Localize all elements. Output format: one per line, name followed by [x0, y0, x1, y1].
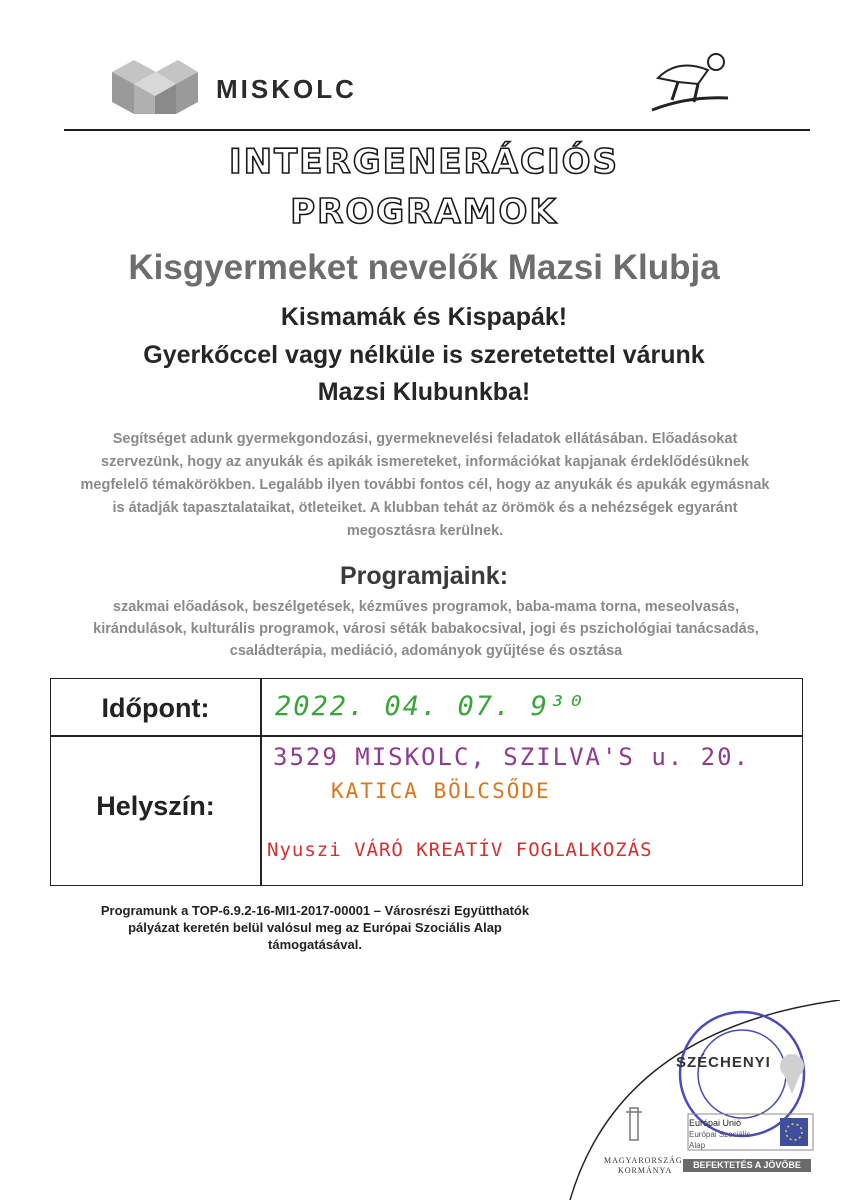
programs-heading: Programjaink: — [339, 562, 509, 590]
handwritten-venue: KATICA BÖLCSŐDE — [331, 779, 551, 803]
intro-paragraph: Segítséget adunk gyermekgondozási, gyermeknevelési feladatok ellátásában. Előadásokat szervezünk, hogy az anyukák és apikák ismereteket, információkat kapjanak érdeklődésüknek megfelelő témakörökben. Legalább ilyen további fontos cél, hogy az anyukák és apukák egymásnak is átadják tapasztalataikat, ötleteiket. A klubban tehát az örömök és a nehézségek egyaránt megosztásra kerülnek. — [80, 431, 770, 539]
brand-name: MISKOLC — [216, 74, 357, 104]
programs-list: szakmai előadások, beszélgetések, kézműves programok, baba-mama torna, meseolvasás, kirándulások, kulturális programok, városi séták babakocsival, jogi és pszichológiai tanácsadás, családterápia, mediáció, adományok gyűjtése és osztása — [93, 599, 759, 659]
time-label: Időpont: — [101, 693, 210, 723]
eu-label-line1: Európai Unió — [689, 1118, 742, 1128]
szechenyi-label: SZÉCHENYI — [676, 1054, 771, 1071]
subtitle-line2: Gyerkőccel vagy nélküle is szeretetettel várunk — [143, 341, 705, 369]
handwritten-date: 2022. 04. 07. 9³⁰ — [275, 691, 586, 722]
header-divider — [64, 129, 810, 131]
decorative-title-line1: INTERGENERÁCIÓS — [228, 142, 619, 182]
eu-label-line2: Európai Szociális — [689, 1130, 751, 1139]
invest-banner: BEFEKTETÉS A JÖVŐBE — [683, 1159, 811, 1172]
club-title: Kisgyermeket nevelők Mazsi Klubja — [128, 248, 720, 287]
subtitle-line1: Kismamák és Kispapák! — [280, 303, 568, 331]
government-label-line1: MAGYARORSZÁG — [604, 1156, 683, 1165]
snowboarder-icon — [648, 48, 730, 118]
table-row-divider — [51, 735, 802, 737]
eu-label-line3: Alap — [689, 1141, 706, 1150]
handwritten-address: 3529 MISKOLC, SZILVA'S u. 20. — [273, 743, 751, 771]
miskolc-logo-icon — [110, 58, 200, 116]
info-table — [50, 678, 803, 886]
decorative-title-line2: PROGRAMOK — [290, 192, 558, 232]
table-vertical-divider — [260, 679, 262, 885]
place-label: Helyszín: — [96, 791, 215, 821]
funding-note: Programunk a TOP-6.9.2-16-MI1-2017-00001 – Városrészi Együtthatók pályázat keretén belül valósul meg az Európai Szociális Alap támogatásával. — [100, 903, 530, 952]
subtitle-line3: Mazsi Klubunkba! — [317, 378, 531, 406]
government-label-line2: KORMÁNYA — [618, 1166, 673, 1175]
handwritten-event: Nyuszi VÁRÓ KREATÍV FOGLALKOZÁS — [267, 839, 653, 861]
